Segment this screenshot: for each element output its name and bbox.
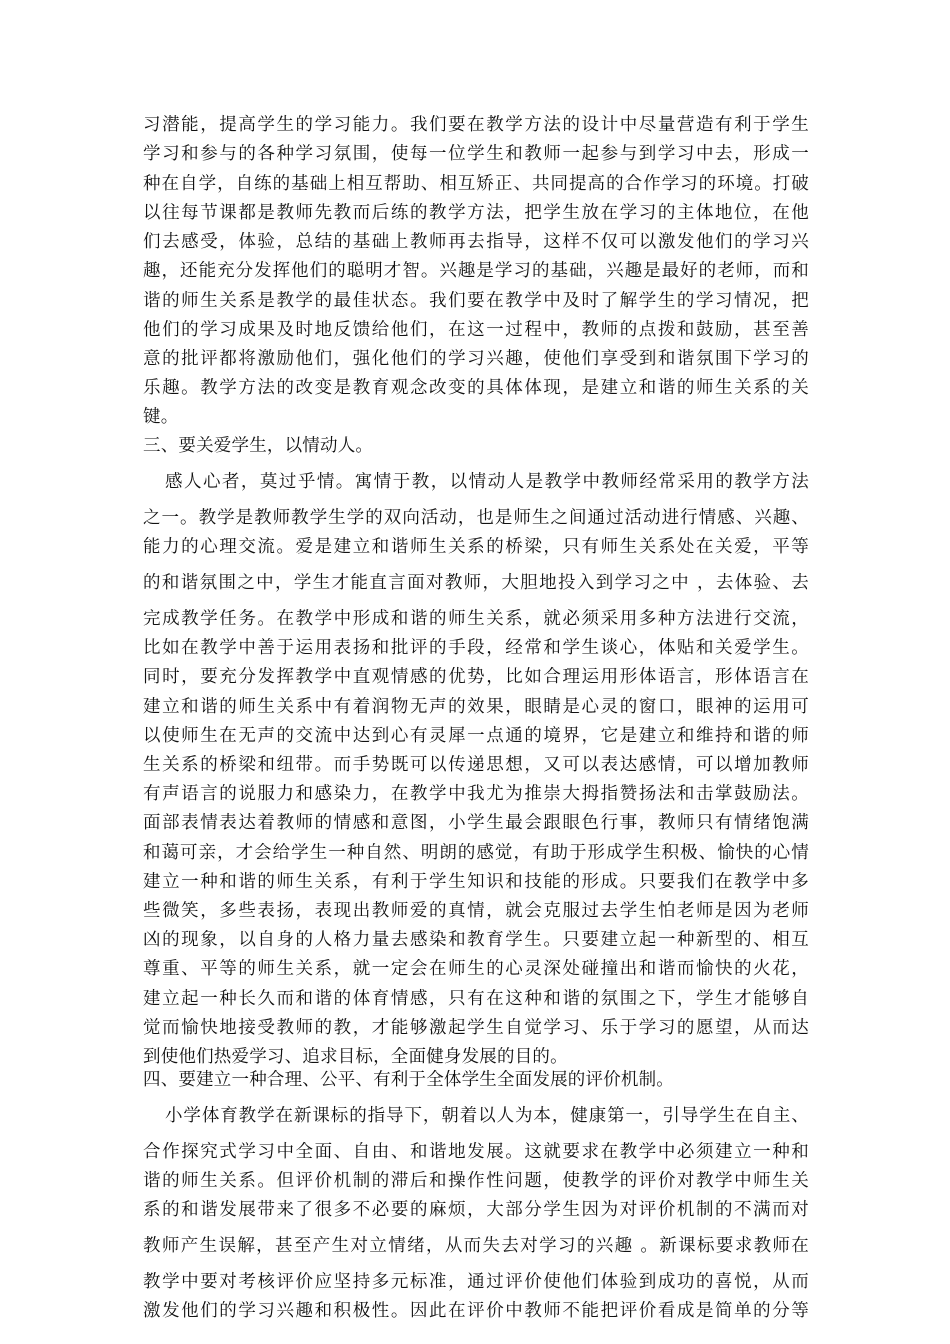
- text-line: 合作探究式学习中全面、自由、和谐地发展。这就要求在教学中必须建立一种和: [143, 1142, 809, 1162]
- text-line: 的和谐氛围之中，学生才能直言面对教师，大胆地投入到学习之中 ，去体验、去: [143, 573, 809, 593]
- text-line: 同时，要充分发挥教学中直观情感的优势，比如合理运用形体语言，形体语言在: [143, 667, 809, 687]
- text-line: 教学中要对考核评价应坚持多元标准，通过评价使他们体验到成功的喜悦，从而: [143, 1272, 809, 1292]
- text-line: 面部表情表达着教师的情感和意图，小学生最会跟眼色行事，教师只有情绪饱满: [143, 813, 809, 833]
- text-line: 有声语言的说服力和感染力，在教学中我尤为推崇大拇指赞扬法和击掌鼓励法。: [143, 784, 809, 804]
- text-line: 习潜能，提高学生的学习能力。我们要在教学方法的设计中尽量营造有利于学生: [143, 115, 809, 135]
- text-line: 比如在教学中善于运用表扬和批评的手段，经常和学生谈心，体贴和关爱学生。: [143, 638, 809, 658]
- section-heading: 三、要关爱学生，以情动人。: [143, 436, 374, 456]
- text-line: 能力的心理交流。爱是建立和谐师生关系的桥梁，只有师生关系处在关爱，平等: [143, 537, 809, 557]
- section-heading: 四、要建立一种合理、公平、有利于全体学生全面发展的评价机制。: [143, 1070, 674, 1090]
- text-line: 和蔼可亲，才会给学生一种自然、明朗的感觉，有助于形成学生积极、愉快的心情: [143, 843, 809, 863]
- text-line: 趣，还能充分发挥他们的聪明才智。兴趣是学习的基础，兴趣是最好的老师，而和: [143, 261, 809, 281]
- text-line: 键。: [143, 407, 179, 427]
- text-line: 教师产生误解，甚至产生对立情绪，从而失去对学习的兴趣 。新课标要求教师在: [143, 1236, 809, 1256]
- text-line: 意的批评都将激励他们，强化他们的学习兴趣，使他们享受到和谐氛围下学习的: [143, 349, 809, 369]
- text-line: 建立起一种长久而和谐的体育情感，只有在这种和谐的氛围之下，学生才能够自: [143, 989, 809, 1009]
- text-line: 系的和谐发展带来了很多不必要的麻烦，大部分学生因为对评价机制的不满而对: [143, 1200, 809, 1220]
- text-line: 以往每节课都是教师先教而后练的教学方法，把学生放在学习的主体地位，在他: [143, 203, 809, 223]
- text-line: 生关系的桥梁和纽带。而手势既可以传递思想，又可以表达感情，可以增加教师: [143, 755, 809, 775]
- text-line: 以使师生在无声的交流中达到心有灵犀一点通的境界，它是建立和维持和谐的师: [143, 726, 809, 746]
- text-line: 感人心者，莫过乎情。寓情于教，以情动人是教学中教师经常采用的教学方法: [165, 472, 809, 492]
- text-line: 完成教学任务。在教学中形成和谐的师生关系，就必须采用多种方法进行交流，: [143, 609, 809, 629]
- text-line: 些微笑，多些表扬，表现出教师爱的真情，就会克服过去学生怕老师是因为老师: [143, 901, 809, 921]
- text-line: 建立一种和谐的师生关系，有利于学生知识和技能的形成。只要我们在教学中多: [143, 872, 809, 892]
- text-line: 乐趣。教学方法的改变是教育观念改变的具体体现，是建立和谐的师生关系的关: [143, 378, 809, 398]
- text-line: 种在自学，自练的基础上相互帮助、相互矫正、共同提高的合作学习的环境。打破: [143, 174, 809, 194]
- text-line: 们去感受，体验，总结的基础上教师再去指导，这样不仅可以激发他们的学习兴: [143, 232, 809, 252]
- text-line: 学习和参与的各种学习氛围，使每一位学生和教师一起参与到学习中去，形成一: [143, 144, 809, 164]
- text-line: 觉而愉快地接受教师的教，才能够激起学生自觉学习、乐于学习的愿望，从而达: [143, 1018, 809, 1038]
- text-line: 谐的师生关系。但评价机制的滞后和操作性问题，使教学的评价对教学中师生关: [143, 1171, 809, 1191]
- text-line: 凶的现象，以自身的人格力量去感染和教育学生。只要建立起一种新型的、相互: [143, 930, 809, 950]
- text-line: 之一。教学是教师教学生学的双向活动，也是师生之间通过活动进行情感、兴趣、: [143, 508, 809, 528]
- text-line: 到使他们热爱学习、追求目标，全面健身发展的目的。: [143, 1047, 568, 1067]
- text-line: 小学体育教学在新课标的指导下，朝着以人为本，健康第一，引导学生在自主、: [165, 1106, 809, 1126]
- text-line: 尊重、平等的师生关系，就一定会在师生的心灵深处碰撞出和谐而愉快的火花，: [143, 959, 809, 979]
- text-line: 他们的学习成果及时地反馈给他们，在这一过程中，教师的点拨和鼓励，甚至善: [143, 320, 809, 340]
- text-line: 激发他们的学习兴趣和积极性。因此在评价中教师不能把评价看成是简单的分等: [143, 1301, 809, 1321]
- text-line: 建立和谐的师生关系中有着润物无声的效果，眼睛是心灵的窗口，眼神的运用可: [143, 697, 809, 717]
- text-line: 谐的师生关系是教学的最佳状态。我们要在教学中及时了解学生的学习情况，把: [143, 291, 809, 311]
